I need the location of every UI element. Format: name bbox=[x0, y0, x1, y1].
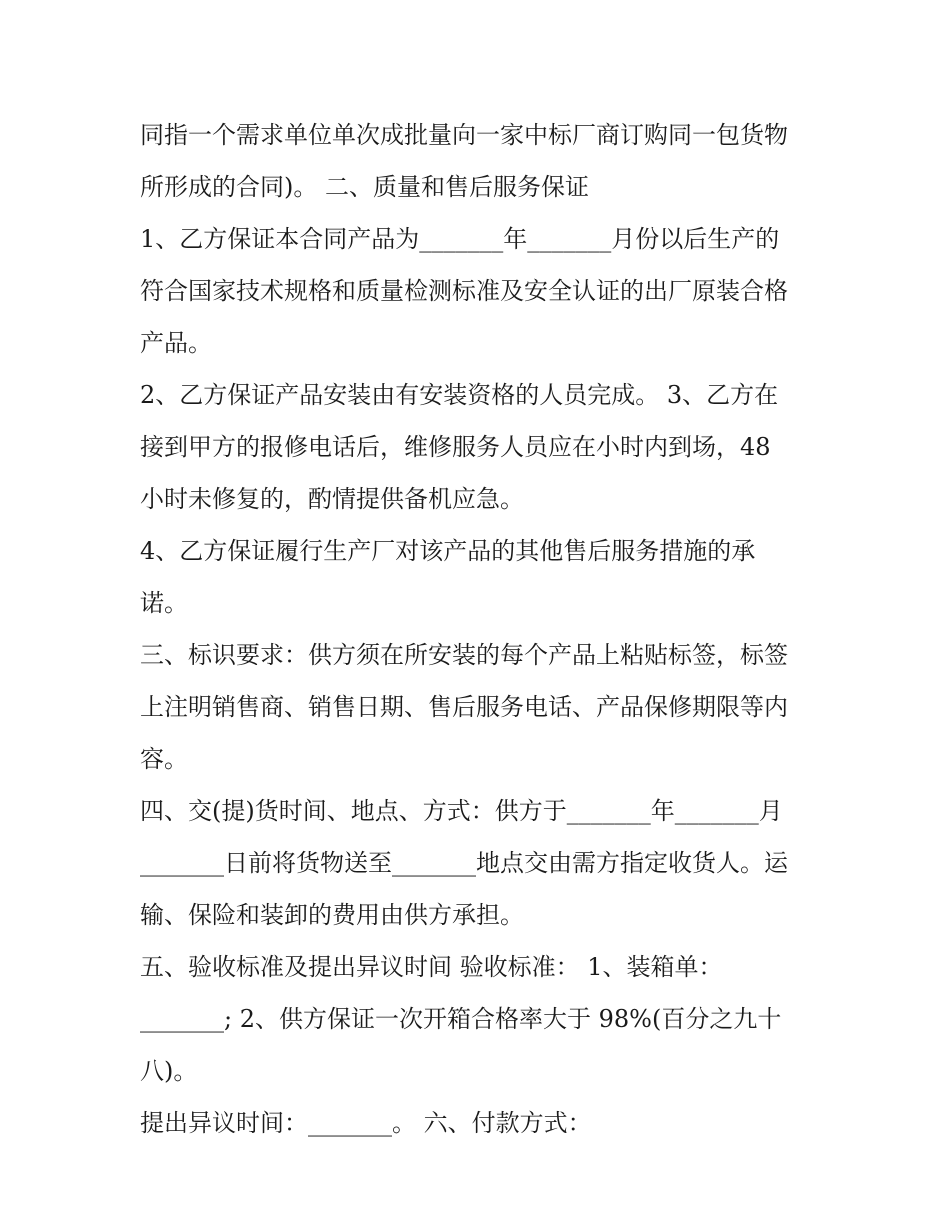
document-body bbox=[140, 109, 830, 1149]
text-line: 诺。 bbox=[140, 589, 188, 617]
text-line: 八)。 bbox=[140, 1057, 198, 1085]
text-line: 产品。 bbox=[140, 329, 212, 357]
text-line: 四、交(提)货时间、地点、方式：供方于_______年_______月 bbox=[140, 797, 783, 825]
text-line: 容。 bbox=[140, 745, 188, 773]
text-line: 输、保险和装卸的费用由供方承担。 bbox=[140, 901, 524, 929]
text-line: 4、乙方保证履行生产厂对该产品的其他售后服务措施的承 bbox=[140, 537, 756, 565]
text-line: 小时未修复的，酌情提供备机应急。 bbox=[140, 485, 524, 513]
text-line: 五、验收标准及提出异议时间 验收标准： 1、装箱单： bbox=[140, 953, 723, 981]
text-line: 同指一个需求单位单次成批量向一家中标厂商订购同一包货物 bbox=[140, 121, 788, 149]
text-line: 2、乙方保证产品安装由有安装资格的人员完成。 3、乙方在 bbox=[140, 381, 779, 409]
text-line: _______日前将货物送至_______地点交由需方指定收货人。运 bbox=[140, 849, 788, 877]
text-line: 1、乙方保证本合同产品为_______年_______月份以后生产的 bbox=[140, 225, 780, 253]
text-line: 所形成的合同)。 二、质量和售后服务保证 bbox=[140, 173, 589, 201]
text-line: 提出异议时间：_______。 六、付款方式： bbox=[140, 1109, 592, 1137]
text-line: 三、标识要求：供方须在所安装的每个产品上粘贴标签，标签 bbox=[140, 641, 788, 669]
text-line: 接到甲方的报修电话后，维修服务人员应在小时内到场，48 bbox=[140, 433, 771, 461]
text-line: 符合国家技术规格和质量检测标准及安全认证的出厂原装合格 bbox=[140, 277, 788, 305]
text-line: _______; 2、供方保证一次开箱合格率大于 98%(百分之九十 bbox=[140, 1005, 782, 1033]
text-line: 上注明销售商、销售日期、售后服务电话、产品保修期限等内 bbox=[140, 693, 788, 721]
